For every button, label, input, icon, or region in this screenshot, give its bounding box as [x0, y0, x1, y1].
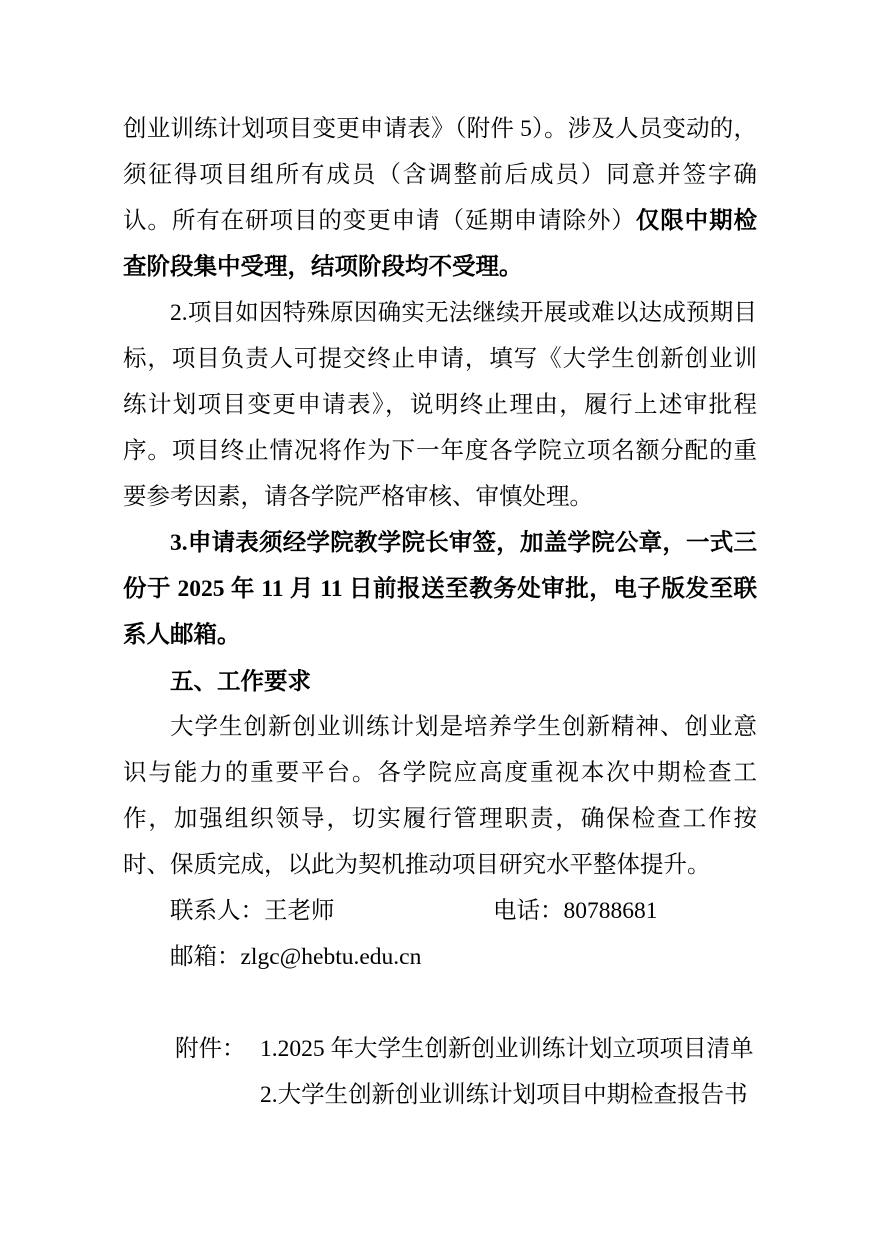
bold-text-run: 3.申请表须经学院教学院长审签，加盖学院公章，一式三份于 2025 年 11 月 11 日前报送至教务处审批，电子版发至联系人邮箱。 — [123, 530, 757, 648]
bold-text-run: 仅限中期检查阶段集中受理，结项阶段均不受理。 — [123, 208, 758, 280]
email-line — [123, 934, 757, 980]
bold-text-run: 五、工作要求 — [170, 668, 311, 694]
contact-person-label: 联系人： — [170, 898, 264, 924]
contact-email-label: 邮箱： — [170, 944, 241, 970]
blank-line — [123, 980, 757, 1026]
contact-phone — [493, 888, 658, 934]
attachment-item: 1.2025 年大学生创新创业训练计划立项项目清单 — [260, 1036, 754, 1062]
body-paragraph — [123, 290, 757, 520]
body-paragraph — [123, 520, 757, 658]
contact-email-value: zlgc@hebtu.edu.cn — [240, 944, 422, 970]
contact-phone-label: 电话： — [493, 898, 564, 924]
contact-line — [123, 888, 757, 934]
section-heading — [123, 658, 757, 704]
attachments-label: 附件： — [175, 1036, 246, 1062]
contact-person-value: 王老师 — [264, 898, 335, 924]
attachments-block — [123, 1026, 757, 1118]
document-content — [123, 106, 757, 1118]
contact-phone-value: 80788681 — [563, 898, 658, 924]
text-run: 创业训练计划项目变更申请表》（附件 5）。涉及人员变动的，须征得项目组所有成员（含调整前后成员）同意并签字确认。所有在研项目的变更申请（延期申请除外） — [123, 116, 757, 234]
attachments-list — [260, 1026, 757, 1118]
body-paragraph — [123, 106, 757, 290]
text-run: 2.项目如因特殊原因确实无法继续开展或难以达成预期目标，项目负责人可提交终止申请，填写《大学生创新创业训练计划项目变更申请表》，说明终止理由，履行上述审批程序。项目终止情况将作为下一年度各学院立项名额分配的重要参考因素，请各学院严格审核、审慎处理。 — [123, 300, 757, 510]
paragraph-block — [123, 106, 757, 888]
text-run: 大学生创新创业训练计划是培养学生创新精神、创业意识与能力的重要平台。各学院应高度重视本次中期检查工作，加强组织领导，切实履行管理职责，确保检查工作按时、保质完成，以此为契机推动项目研究水平整体提升。 — [123, 714, 757, 878]
body-paragraph — [123, 704, 757, 888]
attachment-item: 2.大学生创新创业训练计划项目中期检查报告书 — [260, 1082, 748, 1108]
